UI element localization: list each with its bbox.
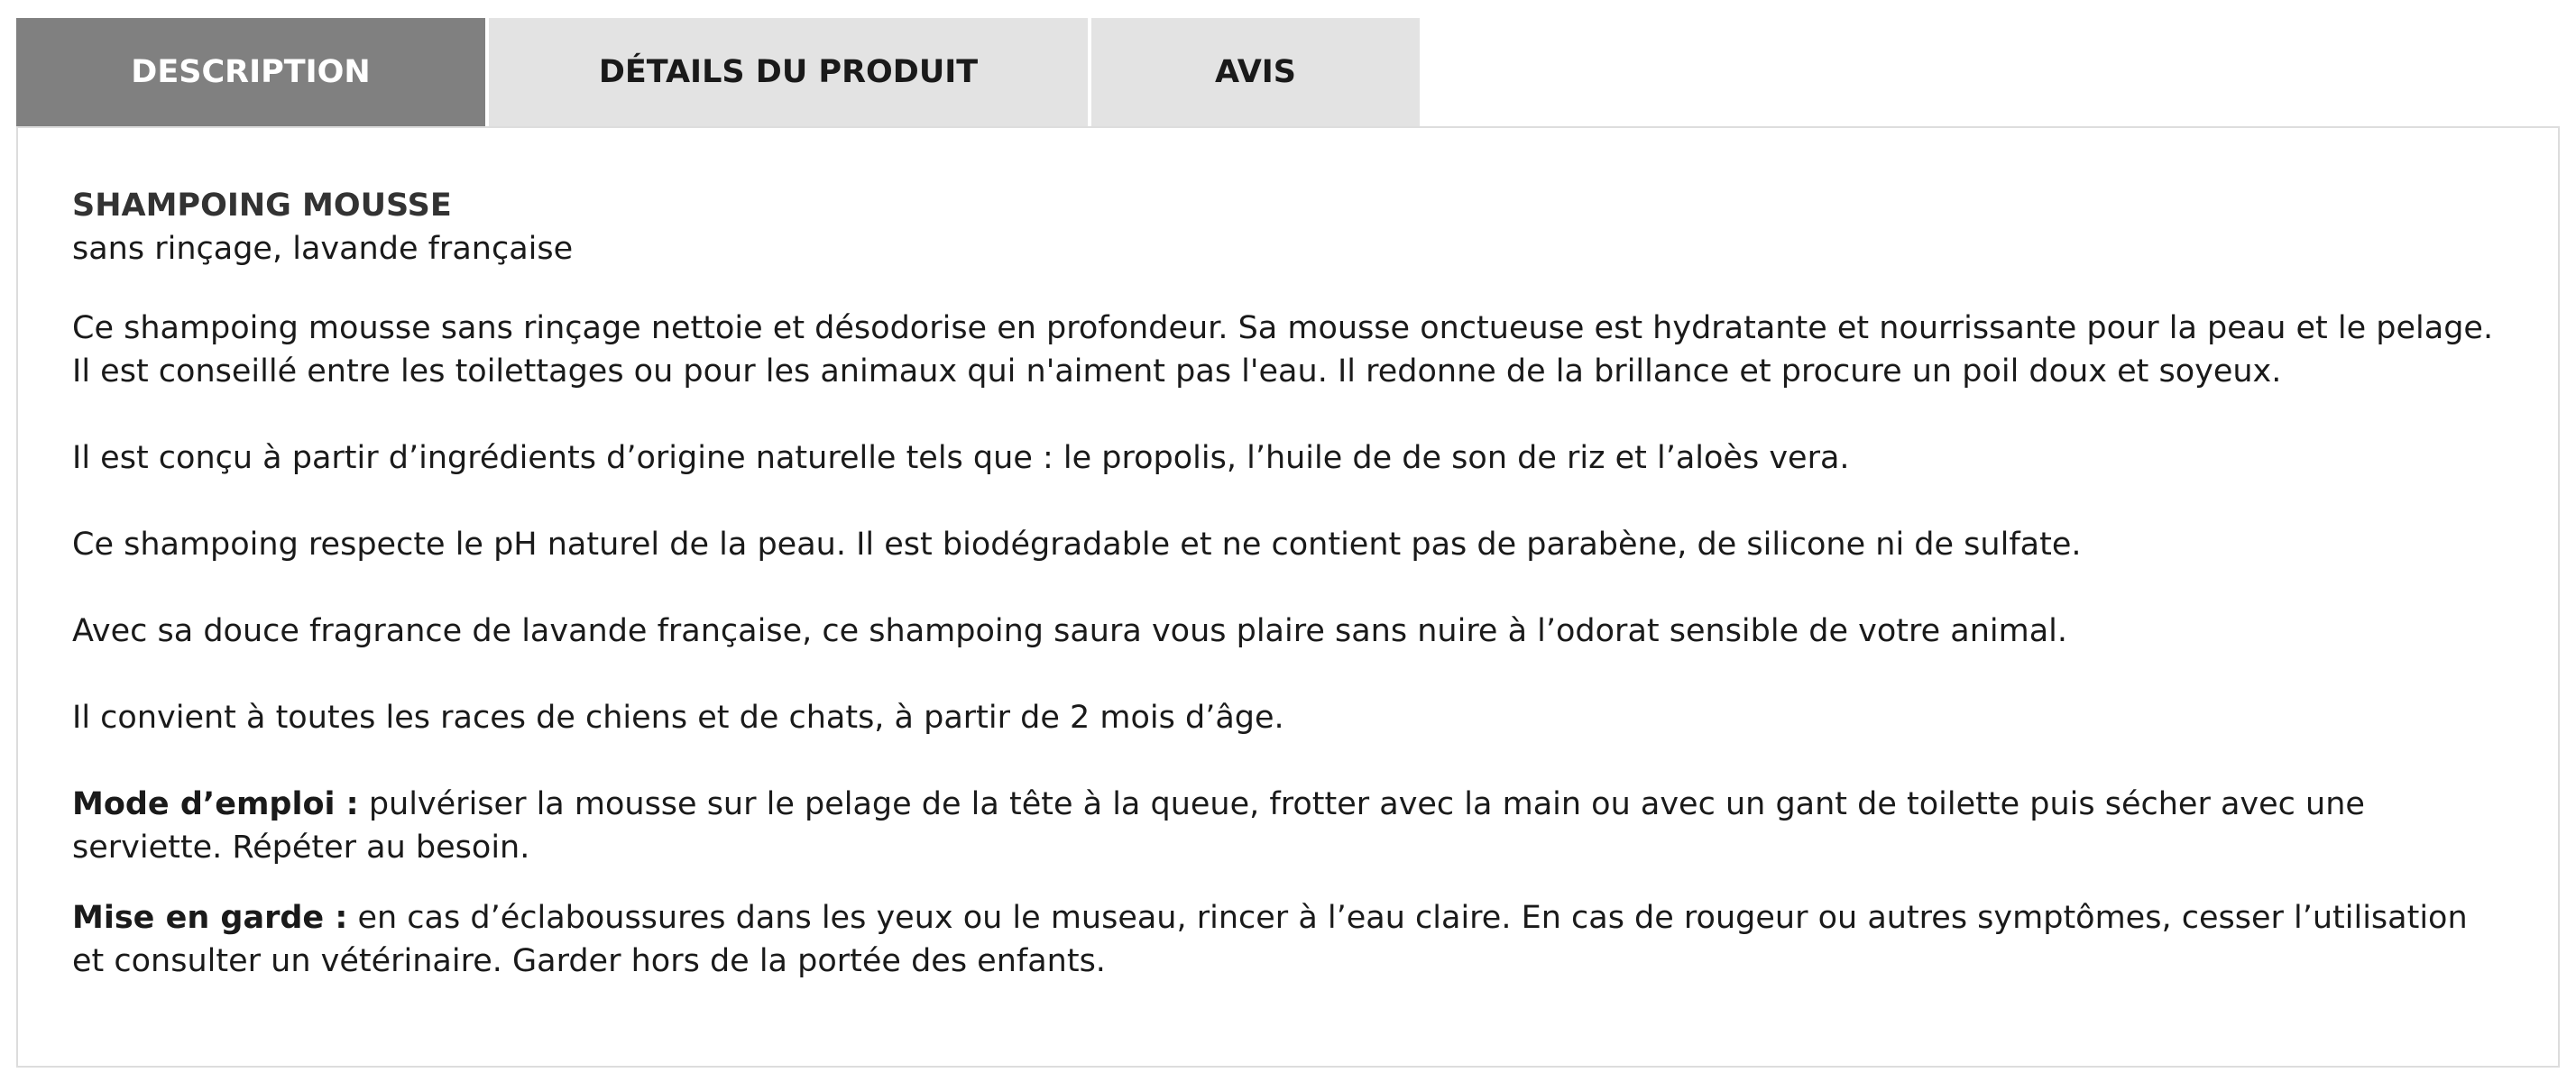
product-title: SHAMPOING MOUSSE — [72, 188, 452, 224]
tab-description[interactable] — [16, 18, 485, 126]
description-paragraph-suitability: Il convient à toutes les races de chiens et de chats, à partir de 2 mois d’âge. — [72, 700, 1284, 736]
tab-reviews-label: AVIS — [1214, 54, 1297, 90]
description-panel — [16, 126, 2560, 1068]
description-paragraph-ingredients: Il est conçu à partir d’ingrédients d’origine naturelle tels que : le propolis, l’huile de de son de riz et l’aloès vera. — [72, 440, 1850, 476]
warning-notice — [72, 896, 2504, 983]
product-subtitle: sans rinçage, lavande française — [72, 231, 574, 267]
tab-product-details[interactable] — [489, 18, 1088, 126]
description-paragraph-ph: Ce shampoing respecte le pH naturel de la peau. Il est biodégradable et ne contient pas de parabène, de silicone ni de sulfate. — [72, 527, 2082, 563]
usage-text: pulvériser la mousse sur le pelage de la tête à la queue, frotter avec la main ou avec un gant de toilette puis sécher avec une serviette. Répéter au besoin. — [72, 786, 2365, 866]
usage-instructions — [72, 783, 2504, 869]
warning-text: en cas d’éclaboussures dans les yeux ou le museau, rincer à l’eau claire. En cas de rougeur ou autres symptômes, cesser l’utilisation et consulter un vétérinaire. Garder hors de la portée des enfants. — [72, 900, 2468, 979]
product-tabs — [16, 18, 1420, 126]
tab-description-label: DESCRIPTION — [131, 54, 371, 90]
description-paragraph-fragrance: Avec sa douce fragrance de lavande française, ce shampoing saura vous plaire sans nuire à l’odorat sensible de votre animal. — [72, 613, 2068, 649]
description-paragraph-1: Ce shampoing mousse sans rinçage nettoie et désodorise en profondeur. Sa mousse onctueuse est hydratante et nourrissante pour la peau et le pelage. Il est conseillé entre les toilettages ou pour les animaux qui n'aiment pas l'eau. Il redonne de la brillance et procure un poil doux et soyeux. — [72, 310, 2494, 390]
usage-label: Mode d’emploi : — [72, 786, 359, 822]
tab-product-details-label: DÉTAILS DU PRODUIT — [598, 54, 979, 90]
tab-reviews[interactable] — [1091, 18, 1420, 126]
warning-label: Mise en garde : — [72, 900, 348, 936]
